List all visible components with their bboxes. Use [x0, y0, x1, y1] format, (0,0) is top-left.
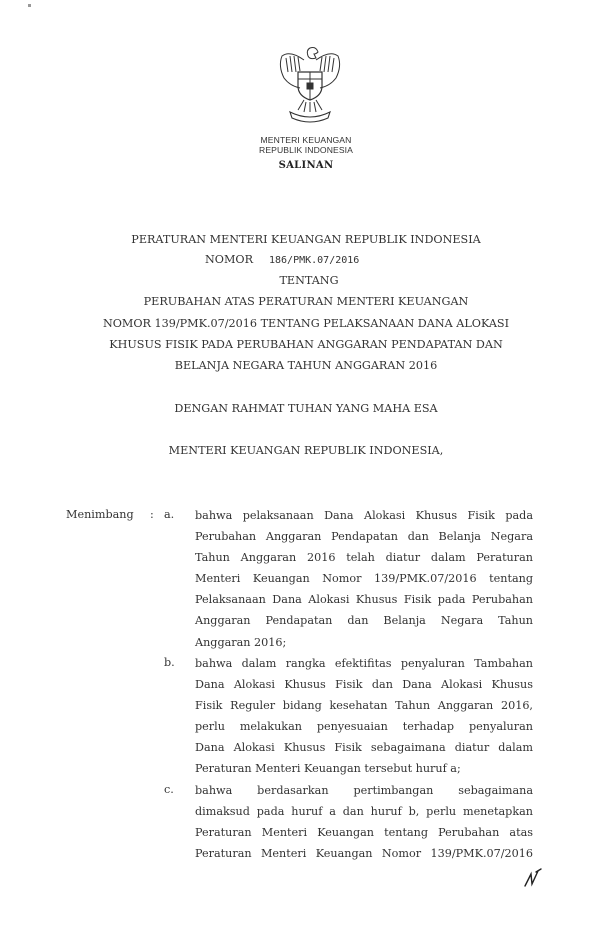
- issuer-line-1: MENTERI KEUANGAN: [260, 135, 352, 145]
- text-line: bahwa dalam rangka efektifitas penyaluran Tambahan: [195, 657, 533, 670]
- text-line: Perubahan Anggaran Pendapatan dan Belanja Negara: [195, 530, 533, 544]
- regulation-number: [205, 253, 359, 266]
- text-line: Pelaksanaan Dana Alokasi Khusus Fisik pada Perubahan: [195, 593, 533, 607]
- authority: MENTERI KEUANGAN REPUBLIK INDONESIA,: [168, 444, 444, 457]
- item-letter-b: b.: [164, 656, 175, 669]
- considering-item-c: [195, 780, 533, 864]
- item-letter-a: a.: [164, 508, 175, 521]
- text-line: Anggaran 2016;: [195, 635, 287, 649]
- number-value: 186/PMK.07/2016: [269, 255, 360, 266]
- number-label: NOMOR: [205, 253, 254, 266]
- text-line: Peraturan Menteri Keuangan tersebut huruf a;: [195, 762, 461, 776]
- subject-line: PERUBAHAN ATAS PERATURAN MENTERI KEUANGAN: [143, 295, 469, 308]
- text-line: Peraturan Menteri Keuangan tentang Perubahan atas: [195, 826, 533, 840]
- item-letter-c: c.: [164, 783, 174, 796]
- invocation: DENGAN RAHMAT TUHAN YANG MAHA ESA: [174, 402, 438, 415]
- considering-item-a: [195, 505, 533, 653]
- text-line: perlu melakukan penyesuaian terhadap penyaluran: [195, 720, 533, 734]
- text-line: Dana Alokasi Khusus Fisik dan Dana Alokasi Khusus: [195, 678, 533, 692]
- about-label: TENTANG: [279, 274, 339, 287]
- copy-mark: SALINAN: [278, 160, 334, 171]
- text-line: Anggaran Pendapatan dan Belanja Negara Tahun: [195, 614, 533, 628]
- subject-line: NOMOR 139/PMK.07/2016 TENTANG PELAKSANAAN DANA ALOKASI: [102, 317, 510, 330]
- considering-label: Menimbang: [66, 508, 134, 521]
- considering-colon: :: [150, 508, 154, 521]
- text-line: Menteri Keuangan Nomor 139/PMK.07/2016 tentang: [195, 572, 533, 586]
- subject-line: KHUSUS FISIK PADA PERUBAHAN ANGGARAN PENDAPATAN DAN: [109, 338, 503, 351]
- text-line: bahwa berdasarkan pertimbangan sebagaimana: [195, 784, 533, 797]
- regulation-title: PERATURAN MENTERI KEUANGAN REPUBLIK INDONESIA: [131, 233, 481, 246]
- text-line: Dana Alokasi Khusus Fisik sebagaimana diatur dalam: [195, 741, 533, 755]
- text-line: Fisik Reguler bidang kesehatan Tahun Anggaran 2016,: [195, 699, 533, 713]
- initial-signature-icon: [522, 866, 544, 890]
- issuer-line-2: REPUBLIK INDONESIA: [259, 145, 353, 155]
- considering-item-b: [195, 653, 533, 780]
- text-line: dimaksud pada huruf a dan huruf b, perlu menetapkan: [195, 805, 533, 819]
- text-line: Peraturan Menteri Keuangan Nomor 139/PMK.07/2016: [195, 847, 533, 861]
- text-line: Tahun Anggaran 2016 telah diatur dalam Peraturan: [195, 551, 533, 565]
- garuda-emblem-icon: [276, 42, 344, 128]
- text-line: bahwa pelaksanaan Dana Alokasi Khusus Fisik pada: [195, 509, 533, 522]
- scan-speck: [28, 4, 31, 7]
- subject-line: BELANJA NEGARA TAHUN ANGGARAN 2016: [174, 359, 438, 372]
